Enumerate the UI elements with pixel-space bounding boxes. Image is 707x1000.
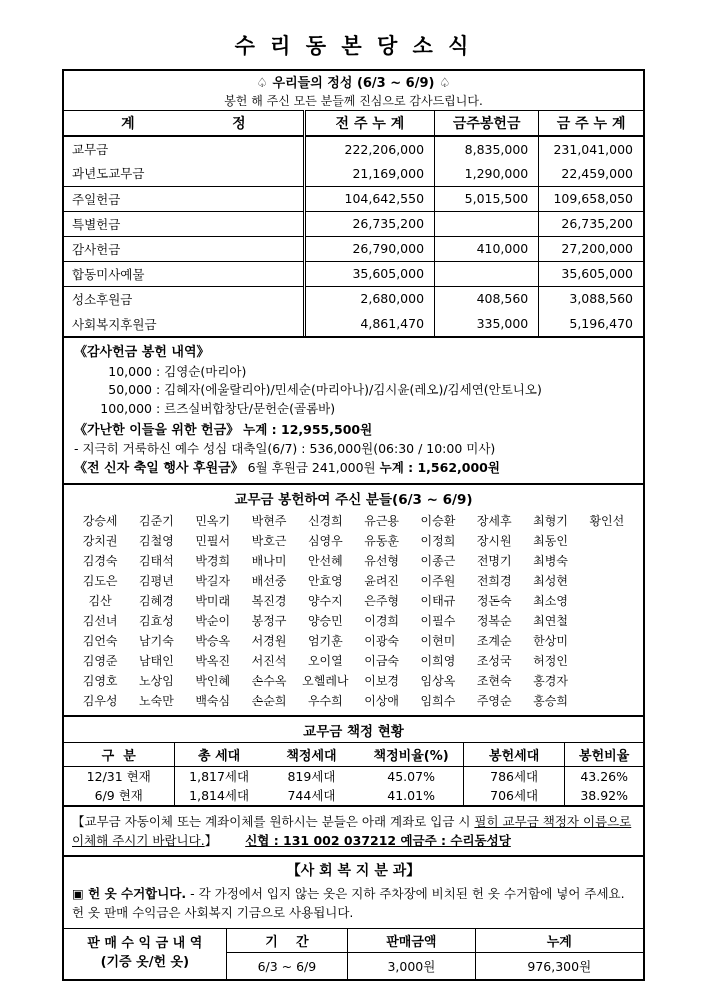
offering-amount: 1,290,000 [435,161,539,186]
donor-name: 오헬레나 [302,673,349,688]
donor-name: 박경희 [195,553,231,568]
offering-category: 감사헌금 [64,236,304,261]
welfare-notice-text: - 각 가정에서 입지 않는 옷은 지하 주차장에 비치된 헌 옷 수거함에 넣어 주세요. 헌 옷 판매 수익금은 사회복지 기금으로 사용됩니다. [72,886,625,920]
offering-amount: 104,642,550 [304,186,434,211]
thanks-detail-item [74,381,633,400]
offering-row [64,211,643,236]
sales-row-header [64,928,226,979]
assessment-header-row [64,743,643,767]
donor-name: 민옥기 [195,513,231,528]
donor-name: 김선녀 [82,613,118,628]
assessment-cell: 819세대 [287,769,336,785]
donor-name: 엄기훈 [307,633,343,648]
offering-row [64,286,643,311]
donor-name: 이필수 [420,613,456,628]
assessment-cell: 744세대 [287,788,336,803]
donor-name: 전명기 [476,553,512,568]
donor-name: 박현주 [251,513,287,528]
offering-row [64,161,643,186]
feast-fund-text: 6월 후원금 241,000원 [247,460,376,475]
assessment-table [64,743,643,805]
assessment-title: 교무금 책정 현황 [64,717,643,743]
offering-col-total: 금 주 누 계 [539,110,643,136]
donor-name: 홍승희 [533,693,568,708]
thanks-amount: 50,000 [108,382,152,398]
sales-table [64,928,643,980]
offering-category: 과년도교무금 [72,166,145,182]
donor-name: 허정인 [533,653,568,668]
donor-name [579,692,635,709]
assessment-row [64,786,643,805]
donor-name: 박옥진 [195,653,231,668]
donor-name: 황인선 [589,513,625,528]
donor-name: 양수지 [307,593,343,608]
donor-name: 홍경자 [533,673,568,688]
offering-category: 주일헌금 [64,186,304,211]
transfer-notice [64,805,643,856]
donor-name: 이현미 [420,633,456,648]
donor-name [579,592,635,609]
donor-name: 심영우 [307,533,343,548]
offering-amount: 5,015,500 [435,186,539,211]
donor-name: 은주형 [364,593,400,608]
offering-amount: 35,605,000 [304,261,434,286]
assessment-cell: 45.07% [387,768,435,784]
donor-name: 손수옥 [251,673,287,688]
donor-name: 조현숙 [476,673,512,688]
assessment-col-header: 총 세대 [174,743,264,767]
donor-name [579,572,635,589]
donor-name: 박인혜 [195,673,231,688]
welfare-notice [64,883,643,928]
poor-fund-detail: - 지극히 거룩하신 예수 성심 대축일(6/7) : 536,000원(06:30 / 10:00 미사) [74,441,496,457]
donor-name: 이보경 [364,673,400,688]
offering-amount: 410,000 [435,236,539,261]
donor-name: 유선형 [364,553,400,568]
assessment-body [64,767,643,805]
offering-row [64,236,643,261]
assessment-section [64,715,643,805]
donor-name: 장세후 [476,513,512,528]
donor-name: 이상애 [364,693,400,708]
offering-amount: 231,041,000 [539,136,643,161]
assessment-cell: 1,814세대 [174,786,264,805]
offering-col-prev: 전 주 누 계 [304,110,434,136]
assessment-col-header: 책정비율(%) [359,743,463,767]
page-title: 수 리 동 본 당 소 식 [234,34,473,58]
offering-heading: ♤ 우리들의 정성 (6/3 ~ 6/9) ♤ [256,75,451,91]
sales-row-header-sub: (기증 옷/헌 옷) [100,955,190,970]
donor-name: 민필서 [195,533,231,548]
thanks-detail-list [74,363,633,419]
thanks-detail-item [74,363,633,382]
offering-category: 사회복지후원금 [72,316,157,332]
donors-section [64,483,643,715]
donor-name: 이승환 [420,513,456,528]
donor-name: 한상미 [533,633,568,648]
donor-name: 노상임 [139,673,174,688]
welfare-title: 【사 회 복 지 분 과】 [64,855,643,883]
offering-col-week: 금주봉헌금 [435,110,539,136]
donor-name [579,552,635,569]
donor-name: 정돈숙 [476,593,512,608]
offering-amount: 21,169,000 [304,161,434,186]
donor-name: 주영순 [476,693,512,708]
donor-name: 서진석 [251,653,287,668]
donor-name: 서경원 [251,633,287,648]
donor-name [579,652,635,669]
donor-name: 이정희 [420,533,456,548]
offering-amount: 35,605,000 [539,261,643,286]
assessment-cell: 706세대 [463,786,564,805]
donor-name: 김효성 [139,613,174,628]
offering-subheading: 봉헌 해 주신 모든 분들께 진심으로 감사드립니다. [64,91,643,110]
offering-category: 교무금 [64,136,304,161]
donor-name: 손순희 [251,693,287,708]
donor-name: 강승세 [82,513,118,528]
bulletin-document [62,69,645,981]
thanks-detail-item [74,400,633,419]
offering-amount [435,211,539,236]
donor-name: 유근용 [364,513,400,528]
donor-grid [64,510,643,715]
donor-name: 박호근 [251,533,287,548]
donor-name: 이태규 [420,593,456,608]
donor-name: 조계순 [476,633,512,648]
donor-name: 김언숙 [82,633,118,648]
poor-fund-title: 《가난한 이들을 위한 헌금》 [74,422,240,438]
thanks-detail-section [64,336,643,483]
assessment-cell: 6/9 현재 [94,788,143,803]
donor-name: 이경희 [364,613,400,628]
sales-row-header-title: 판 매 수 익 금 내 역 [87,936,203,952]
assessment-cell: 786세대 [463,767,564,786]
donor-name: 안선혜 [307,553,343,568]
donor-name: 신경희 [307,513,343,528]
donor-name: 남태인 [139,653,174,668]
transfer-notice-bracket: 】 [204,832,218,848]
feast-fund-total: 누계 : 1,562,000원 [379,460,500,475]
poor-fund-total: 누계 : 12,955,500원 [243,421,373,437]
thanks-names: : 김영순(마리아) [152,363,247,379]
donor-name [579,612,635,629]
donor-name: 최소영 [533,593,568,608]
donor-name: 박순이 [195,613,231,628]
offering-amount: 2,680,000 [304,286,434,311]
thanks-detail-title: 《감사헌금 봉헌 내역》 [74,345,210,360]
donor-name [579,672,635,689]
offering-table-body [64,136,643,336]
donor-name: 이종근 [420,553,456,568]
donor-name: 이광숙 [364,633,400,648]
donor-name: 김경숙 [82,553,118,568]
offering-amount: 4,861,470 [304,311,434,336]
assessment-col-header: 구 분 [64,743,174,767]
sales-total: 976,300원 [475,952,643,979]
donor-name: 이주원 [420,573,456,588]
offering-amount: 26,735,200 [304,211,434,236]
donor-name: 박길자 [195,573,231,588]
donor-name: 최성현 [533,573,568,588]
assessment-cell: 12/31 현재 [86,769,151,785]
donor-name: 김도은 [82,573,118,588]
donor-name: 최연철 [533,613,568,628]
donor-name: 전희경 [476,573,512,588]
donor-name [579,532,635,549]
offering-amount: 26,735,200 [539,211,643,236]
donor-name: 김태석 [139,553,174,568]
sales-col-amount: 판매금액 [348,928,475,952]
donor-name: 배나미 [251,553,287,568]
donor-name: 봉정구 [251,613,287,628]
offering-col-account: 계 정 [64,110,304,136]
offering-amount: 22,459,000 [539,161,643,186]
sales-col-period: 기 간 [226,928,348,952]
transfer-notice-underlined: 필히 교무금 책정자 이름으로 이체해 주시기 바랍니다. [72,813,632,848]
sales-amount: 3,000원 [348,952,475,979]
offering-amount: 222,206,000 [304,136,434,161]
offering-row [64,136,643,161]
donor-name: 김준기 [139,513,174,528]
donor-name: 조성국 [476,653,512,668]
offering-amount: 408,560 [435,286,539,311]
donor-name: 남기숙 [139,633,174,648]
donor-name: 임상옥 [420,673,456,688]
transfer-notice-text: 【교무금 자동이체 또는 계좌이체를 원하시는 분들은 아래 계좌로 입금 시 [72,813,475,829]
donor-name: 안효영 [307,573,343,588]
offering-category: 합동미사예물 [64,261,304,286]
assessment-col-header: 봉헌세대 [463,743,564,767]
donor-name: 양승민 [307,613,343,628]
donor-name: 최병숙 [533,553,568,568]
offering-amount: 109,658,050 [539,186,643,211]
assessment-cell: 43.26% [565,767,643,786]
donor-name: 박미래 [195,593,231,608]
donor-name: 임희수 [420,693,456,708]
donor-name: 이금숙 [364,653,400,668]
assessment-col-header: 책정세대 [264,743,360,767]
thanks-amount: 10,000 [108,363,152,379]
donor-name: 정복순 [476,613,512,628]
bank-account-info: 신협 : 131 002 037212 예금주 : 수리동성당 [245,832,511,848]
thanks-names: : 르즈실버합창단/문헌순(골롬바) [152,401,336,416]
donor-name: 노숙만 [139,693,174,708]
donor-name: 최동인 [533,533,568,548]
donor-name: 배선중 [251,573,287,588]
offering-amount: 335,000 [435,311,539,336]
assessment-cell: 1,817세대 [174,767,264,786]
donor-name: 오이열 [307,653,343,668]
offering-row [64,311,643,336]
donor-name [579,632,635,649]
sales-col-total: 누계 [475,928,643,952]
donor-name: 김철영 [139,533,174,548]
thanks-amount: 100,000 [100,401,152,416]
donor-name: 최형기 [533,513,568,528]
assessment-cell: 41.01% [387,787,435,803]
donor-name: 김평년 [139,573,174,588]
donors-title: 교무금 봉헌하여 주신 분들(6/3 ~ 6/9) [234,491,473,508]
offering-amount: 5,196,470 [539,311,643,336]
donor-name: 유동훈 [364,533,400,548]
sales-period: 6/3 ~ 6/9 [257,958,317,974]
donor-name: 이희영 [420,653,456,668]
offering-category: 특별헌금 [64,211,304,236]
thanks-names: : 김혜자(에울랄리아)/민세순(마리아나)/김시윤(레오)/김세연(안토니오) [152,382,542,398]
donor-name: 강치권 [82,533,118,548]
donor-name: 김우성 [82,693,118,708]
offering-amount: 8,835,000 [435,136,539,161]
offering-amount: 3,088,560 [539,286,643,311]
offering-amount [435,261,539,286]
offering-amount: 26,790,000 [304,236,434,261]
donor-name: 박승옥 [195,633,231,648]
offering-table [64,71,643,336]
welfare-notice-bold: ▣ 헌 옷 수거합니다. [72,886,187,902]
donor-name: 복진경 [251,593,287,608]
donor-name: 윤려진 [364,573,400,588]
donor-name: 김영준 [82,653,118,668]
donor-name: 김산 [88,593,112,608]
donor-name: 백숙심 [195,693,231,708]
feast-fund-title: 《전 신자 축일 행사 후원금》 [74,461,244,476]
offering-category: 성소후원금 [64,286,304,311]
donor-name: 우수희 [307,693,343,708]
offering-row [64,261,643,286]
offering-row [64,186,643,211]
assessment-col-header: 봉헌비율 [565,743,643,767]
donor-name: 김영호 [82,673,118,688]
donor-name: 장시원 [476,533,512,548]
assessment-cell: 38.92% [565,786,643,805]
assessment-row [64,767,643,786]
offering-amount: 27,200,000 [539,236,643,261]
donor-name: 김혜경 [139,593,174,608]
